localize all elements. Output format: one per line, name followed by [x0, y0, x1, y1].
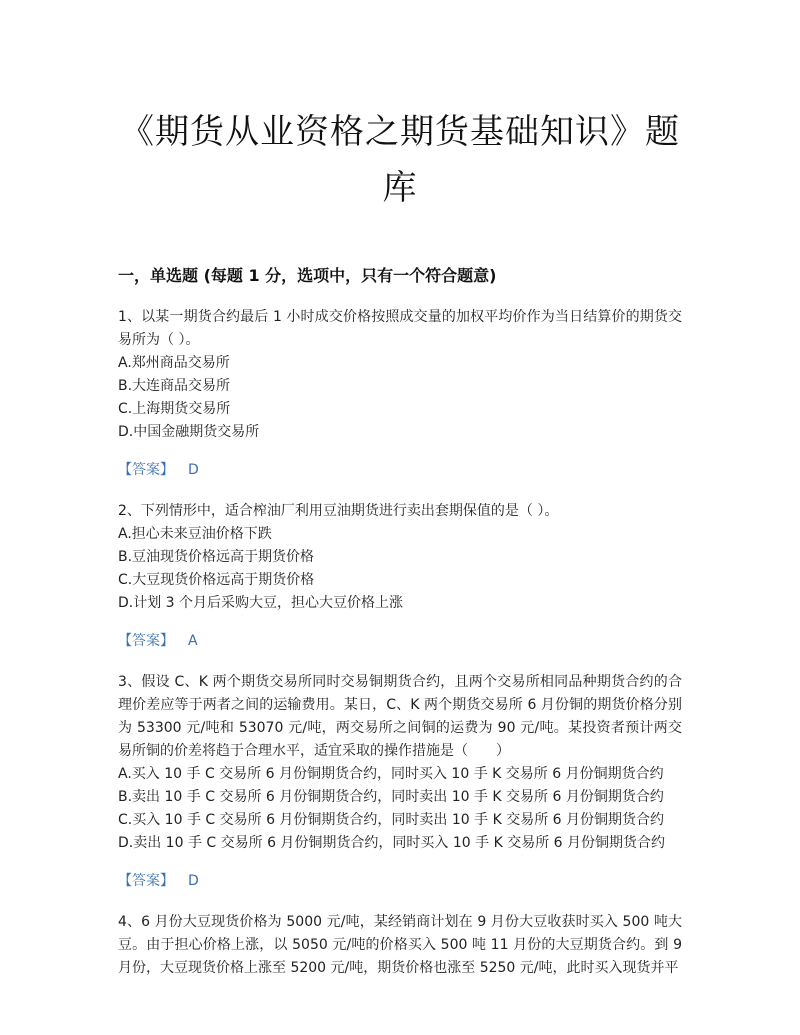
answer-label: 【答案】 — [118, 873, 174, 889]
answer-line — [118, 458, 682, 482]
question-text: 1、以某一期货合约最后 1 小时成交价格按照成交量的加权平均价作为当日结算价的期货交易所为（ ）。 — [118, 309, 682, 348]
option-list — [118, 352, 682, 444]
option-c: C.买入 10 手 C 交易所 6 月份铜期货合约，同时卖出 10 手 K 交易所 6 月份铜期货合约 — [118, 812, 665, 828]
answer-value: D — [188, 462, 199, 478]
option-a: A.担心未来豆油价格下跌 — [118, 526, 272, 542]
option-list — [118, 763, 682, 855]
answer-label: 【答案】 — [118, 633, 174, 649]
question-text: 3、假设 C、K 两个期货交易所同时交易铜期货合约，且两个交易所相同品种期货合约的合理价差应等于两者之间的运输费用。某日，C、K 两个期货交易所 6 月份铜的期货价格分别为 53300 元/吨和 53070 元/吨，两交易所之间铜的运费为 90 元/吨。某投资者预计两交易所铜的价差将趋于合理水平，适宜采取的操作措施是（ ） — [118, 674, 682, 759]
document-title: 《期货从业资格之期货基础知识》题库 — [120, 112, 680, 208]
option-c: C.上海期货交易所 — [118, 401, 231, 417]
question-3 — [118, 671, 682, 893]
option-d: D.计划 3 个月后采购大豆，担心大豆价格上涨 — [118, 595, 404, 611]
answer-value: A — [188, 633, 198, 649]
question-1 — [118, 306, 682, 482]
option-a: A.买入 10 手 C 交易所 6 月份铜期货合约，同时买入 10 手 K 交易所 6 月份铜期货合约 — [118, 766, 664, 782]
answer-line — [118, 629, 682, 653]
option-d: D.卖出 10 手 C 交易所 6 月份铜期货合约，同时买入 10 手 K 交易所 6 月份铜期货合约 — [118, 835, 666, 851]
option-b: B.卖出 10 手 C 交易所 6 月份铜期货合约，同时卖出 10 手 K 交易所 6 月份铜期货合约 — [118, 789, 664, 805]
question-4 — [118, 911, 682, 980]
option-a: A.郑州商品交易所 — [118, 355, 230, 371]
section-heading: 一，单选题 (每题 1 分，选项中，只有一个符合题意) — [118, 266, 497, 285]
answer-label: 【答案】 — [118, 462, 174, 478]
option-b: B.豆油现货价格远高于期货价格 — [118, 549, 315, 565]
answer-value: D — [188, 873, 199, 889]
answer-line — [118, 869, 682, 893]
question-text: 2、下列情形中，适合榨油厂利用豆油期货进行卖出套期保值的是（ ）。 — [118, 503, 559, 519]
option-d: D.中国金融期货交易所 — [118, 424, 260, 440]
question-text: 4、6 月份大豆现货价格为 5000 元/吨，某经销商计划在 9 月份大豆收获时买入 500 吨大豆。由于担心价格上涨，以 5050 元/吨的价格买入 500 吨 11 月份的大豆期货合约。到 9 月份，大豆现货价格上涨至 5200 元/吨，期货价格也涨至 5250 元/吨，此时买入现货并平 — [118, 914, 682, 976]
option-c: C.大豆现货价格远高于期货价格 — [118, 572, 315, 588]
question-2 — [118, 500, 682, 653]
option-b: B.大连商品交易所 — [118, 378, 231, 394]
option-list — [118, 523, 682, 615]
